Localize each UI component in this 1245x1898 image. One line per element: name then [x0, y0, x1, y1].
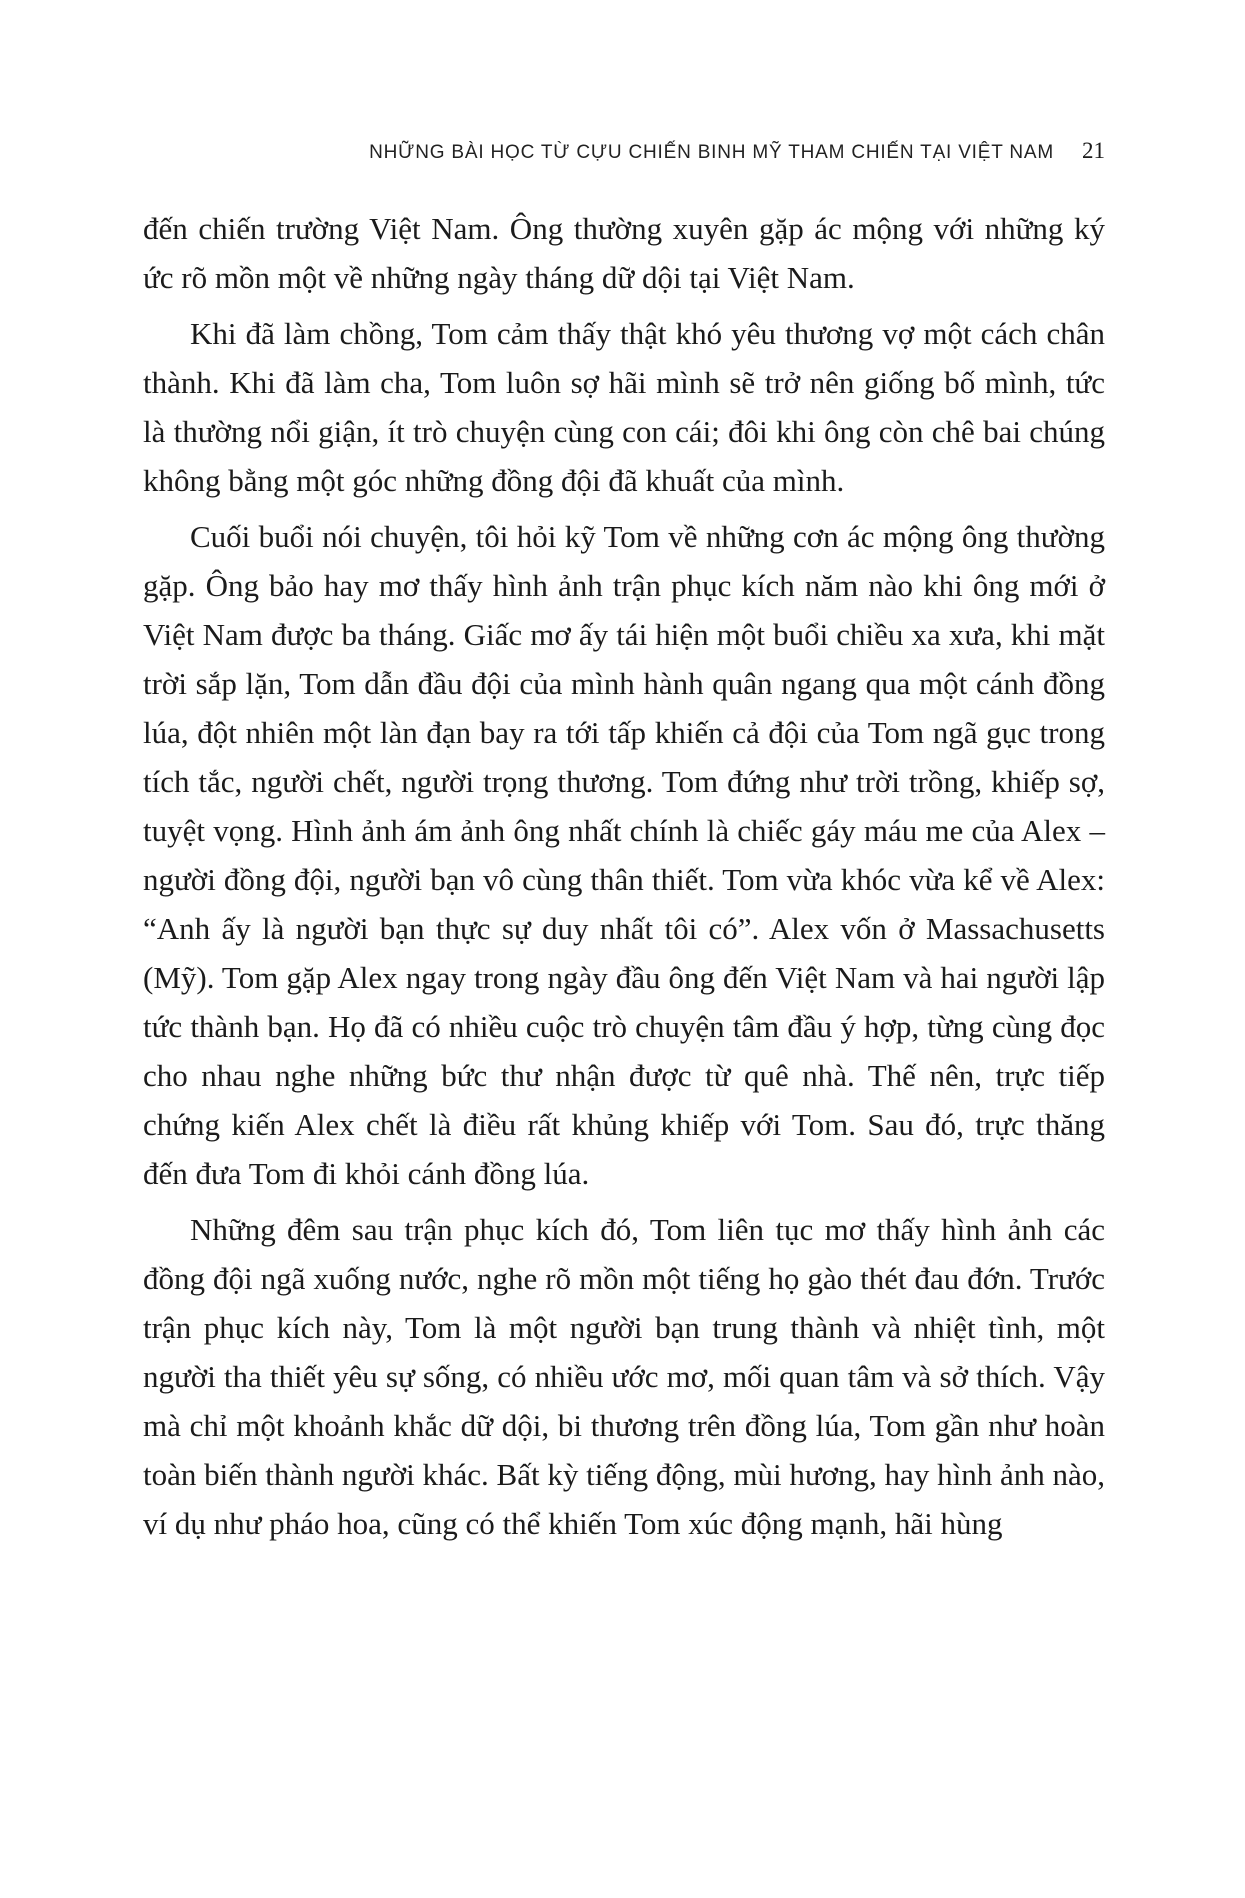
page-number: 21: [1082, 138, 1105, 163]
running-title: NHỮNG BÀI HỌC TỪ CỰU CHIẾN BINH MỸ THAM CHIẾN TẠI VIỆT NAM: [369, 142, 1054, 163]
paragraph-continuation: đến chiến trường Việt Nam. Ông thường xuyên gặp ác mộng với những ký ức rõ mồn một về những ngày tháng dữ dội tại Việt Nam.: [143, 211, 1105, 295]
paragraph: Khi đã làm chồng, Tom cảm thấy thật khó yêu thương vợ một cách chân thành. Khi đã làm cha, Tom luôn sợ hãi mình sẽ trở nên giống bố mình, tức là thường nổi giận, ít trò chuyện cùng con cái; đôi khi ông còn chê bai chúng không bằng một góc những đồng đội đã khuất của mình.: [143, 316, 1105, 498]
body-text: [143, 204, 1105, 1555]
page-header: [143, 138, 1105, 164]
paragraph: Cuối buổi nói chuyện, tôi hỏi kỹ Tom về những cơn ác mộng ông thường gặp. Ông bảo hay mơ thấy hình ảnh trận phục kích năm nào khi ông mới ở Việt Nam được ba tháng. Giấc mơ ấy tái hiện một buổi chiều xa xưa, khi mặt trời sắp lặn, Tom dẫn đầu đội của mình hành quân ngang qua một cánh đồng lúa, đột nhiên một làn đạn bay ra tới tấp khiến cả đội của Tom ngã gục trong tích tắc, người chết, người trọng thương. Tom đứng như trời trồng, khiếp sợ, tuyệt vọng. Hình ảnh ám ảnh ông nhất chính là chiếc gáy máu me của Alex – người đồng đội, người bạn vô cùng thân thiết. Tom vừa khóc vừa kể về Alex: “Anh ấy là người bạn thực sự duy nhất tôi có”. Alex vốn ở Massachusetts (Mỹ). Tom gặp Alex ngay trong ngày đầu ông đến Việt Nam và hai người lập tức thành bạn. Họ đã có nhiều cuộc trò chuyện tâm đầu ý hợp, từng cùng đọc cho nhau nghe những bức thư nhận được từ quê nhà. Thế nên, trực tiếp chứng kiến Alex chết là điều rất khủng khiếp với Tom. Sau đó, trực thăng đến đưa Tom đi khỏi cánh đồng lúa.: [143, 519, 1105, 1191]
paragraph: Những đêm sau trận phục kích đó, Tom liên tục mơ thấy hình ảnh các đồng đội ngã xuống nước, nghe rõ mồn một tiếng họ gào thét đau đớn. Trước trận phục kích này, Tom là một người bạn trung thành và nhiệt tình, một người tha thiết yêu sự sống, có nhiều ước mơ, mối quan tâm và sở thích. Vậy mà chỉ một khoảnh khắc dữ dội, bi thương trên đồng lúa, Tom gần như hoàn toàn biến thành người khác. Bất kỳ tiếng động, mùi hương, hay hình ảnh nào, ví dụ như pháo hoa, cũng có thể khiến Tom xúc động mạnh, hãi hùng: [143, 1212, 1105, 1541]
